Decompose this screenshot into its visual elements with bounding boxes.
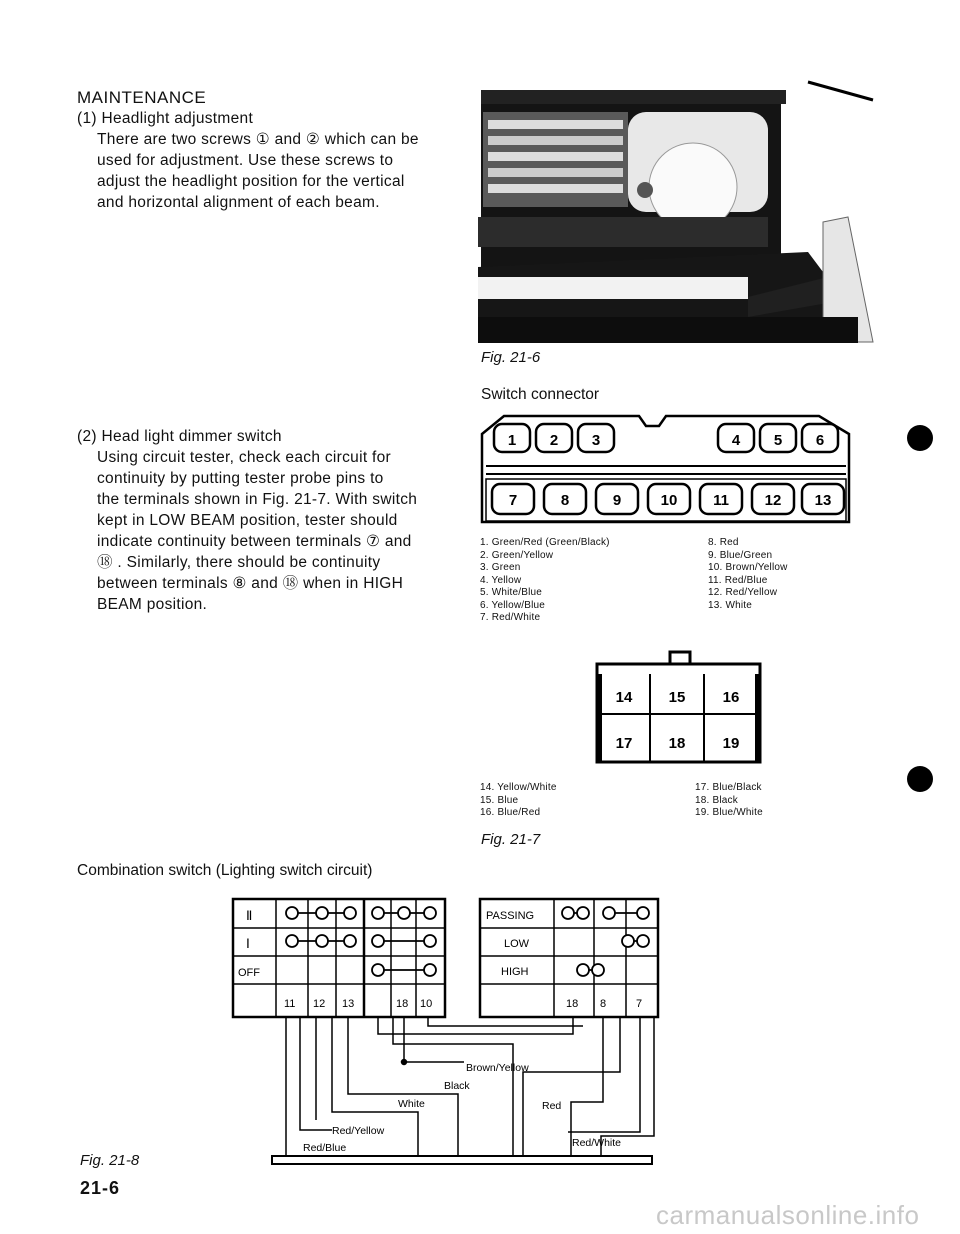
- terminal-4: 4: [731, 432, 741, 449]
- legend-item: 17. Blue/Black: [695, 782, 762, 793]
- wire-label-white: White: [398, 1098, 425, 1110]
- item2-title: (2) Head light dimmer switch: [77, 428, 282, 445]
- section-heading: MAINTENANCE: [77, 88, 207, 107]
- legend-item: 11. Red/Blue: [708, 574, 768, 586]
- watermark: carmanualsonline.info: [656, 1200, 920, 1230]
- fig7-caption: Fig. 21-7: [481, 831, 541, 848]
- item1-line: and horizontal alignment of each beam.: [97, 194, 380, 211]
- bottom-terminal: [492, 484, 534, 514]
- legend-item: 5. White/Blue: [480, 587, 543, 598]
- wire-label-red-yellow: Red/Yellow: [332, 1125, 385, 1137]
- connector2-legend-left: [480, 782, 557, 820]
- item1-line: used for adjustment. Use these screws to: [97, 152, 394, 169]
- item2-line: between terminals ⑧ and ⑱ when in HIGH: [97, 575, 404, 592]
- terminal-10: 10: [660, 492, 678, 509]
- legend-item: 19. Blue/White: [695, 807, 763, 818]
- term-label: 8: [600, 998, 607, 1010]
- top-terminal: [760, 424, 796, 452]
- item2-line: ⑱ . Similarly, there should be continuity: [97, 554, 381, 571]
- connector-label: Switch connector: [481, 386, 600, 403]
- terminal-15: 15: [668, 689, 686, 706]
- terminal-19: 19: [722, 735, 740, 752]
- wire-label-red-white: Red/White: [572, 1137, 622, 1149]
- legend-item: 2. Green/Yellow: [480, 549, 554, 561]
- left-switch-table: [233, 899, 445, 1017]
- connector-legend-right: [708, 537, 788, 612]
- terminal-14: 14: [615, 689, 633, 706]
- row-label-low: LOW: [504, 938, 530, 950]
- connector2-legend-right: [695, 782, 763, 820]
- row-label-high: HIGH: [501, 966, 529, 978]
- legend-item: 9. Blue/Green: [708, 549, 773, 561]
- row-label-2: Ⅱ: [246, 908, 253, 923]
- term-label: 18: [566, 998, 579, 1010]
- page-number: 21-6: [80, 1178, 121, 1198]
- margin-dot: [907, 766, 933, 792]
- row-label-1: Ⅰ: [246, 936, 250, 951]
- wire-label-black: Black: [444, 1080, 470, 1092]
- wire-label-red: Red: [542, 1100, 562, 1112]
- top-terminal: [536, 424, 572, 452]
- item2-block: [77, 426, 447, 615]
- term-label: 18: [396, 998, 409, 1010]
- item1-block: [77, 108, 437, 213]
- term-label: 10: [420, 998, 433, 1010]
- margin-dot: [907, 425, 933, 451]
- term-label: 12: [313, 998, 326, 1010]
- legend-item: 1. Green/Red (Green/Black): [480, 537, 610, 548]
- item2-line: indicate continuity between terminals ⑦ and: [97, 533, 412, 550]
- item2-line: the terminals shown in Fig. 21-7. With switch: [97, 491, 418, 508]
- bottom-terminal: [596, 484, 638, 514]
- item2-line: kept in LOW BEAM position, tester should: [97, 512, 398, 529]
- headlight-photo: [478, 72, 878, 348]
- terminal-16: 16: [722, 689, 740, 706]
- top-terminal: [718, 424, 754, 452]
- legend-item: 7. Red/White: [480, 612, 541, 623]
- item1-title: (1) Headlight adjustment: [77, 110, 254, 127]
- terminal-2: 2: [549, 432, 559, 449]
- bottom-terminal: [700, 484, 742, 514]
- legend-item: 6. Yellow/Blue: [480, 599, 546, 611]
- terminal-3: 3: [591, 432, 601, 449]
- bottom-terminal: [544, 484, 586, 514]
- connector-legend-left: [480, 537, 610, 625]
- item2-line: BEAM position.: [97, 596, 208, 613]
- top-terminal: [802, 424, 838, 452]
- legend-item: 15. Blue: [480, 794, 519, 806]
- bottom-terminal: [802, 484, 844, 514]
- legend-item: 18. Black: [695, 794, 738, 806]
- fig8-caption: Fig. 21-8: [80, 1152, 140, 1169]
- legend-item: 4. Yellow: [480, 574, 522, 586]
- right-switch-table: [480, 899, 658, 1017]
- terminal-17: 17: [615, 735, 633, 752]
- wiring-diagram: [228, 894, 664, 1170]
- legend-item: 13. White: [708, 599, 753, 611]
- terminal-7: 7: [508, 492, 518, 509]
- item2-line: continuity by putting tester probe pins to: [97, 470, 384, 487]
- row-label-passing: PASSING: [486, 910, 535, 922]
- term-label: 11: [284, 998, 296, 1010]
- switch-connector: [474, 404, 864, 534]
- bottom-terminal: [752, 484, 794, 514]
- terminal-5: 5: [773, 432, 783, 449]
- item1-line: There are two screws ① and ② which can be: [97, 131, 419, 148]
- terminal-1: 1: [507, 432, 517, 449]
- bottom-bar: [272, 1156, 652, 1164]
- terminal-13: 13: [814, 492, 832, 509]
- fig6-caption: Fig. 21-6: [481, 349, 541, 366]
- term-label: 7: [636, 998, 643, 1010]
- top-terminal: [494, 424, 530, 452]
- legend-item: 8. Red: [708, 537, 739, 548]
- top-terminal: [578, 424, 614, 452]
- row-label-off: OFF: [238, 967, 260, 979]
- legend-item: 3. Green: [480, 562, 521, 573]
- term-label: 13: [342, 998, 355, 1010]
- wire-label-brown-yellow: Brown/Yellow: [466, 1062, 529, 1074]
- six-pin-connector: [592, 646, 768, 766]
- terminal-8: 8: [560, 492, 570, 509]
- wire-label-red-blue: Red/Blue: [303, 1142, 347, 1154]
- bottom-terminal: [648, 484, 690, 514]
- terminal-11: 11: [713, 492, 729, 509]
- terminal-6: 6: [815, 432, 825, 449]
- terminal-9: 9: [612, 492, 622, 509]
- terminal-12: 12: [764, 492, 782, 509]
- legend-item: 16. Blue/Red: [480, 807, 541, 818]
- item2-line: Using circuit tester, check each circuit for: [97, 449, 392, 466]
- legend-item: 12. Red/Yellow: [708, 587, 778, 598]
- item3-title: Combination switch (Lighting switch circuit): [77, 862, 373, 879]
- item1-line: adjust the headlight position for the vertical: [97, 173, 405, 190]
- legend-item: 10. Brown/Yellow: [708, 562, 788, 573]
- legend-item: 14. Yellow/White: [480, 782, 557, 793]
- terminal-18: 18: [668, 735, 686, 752]
